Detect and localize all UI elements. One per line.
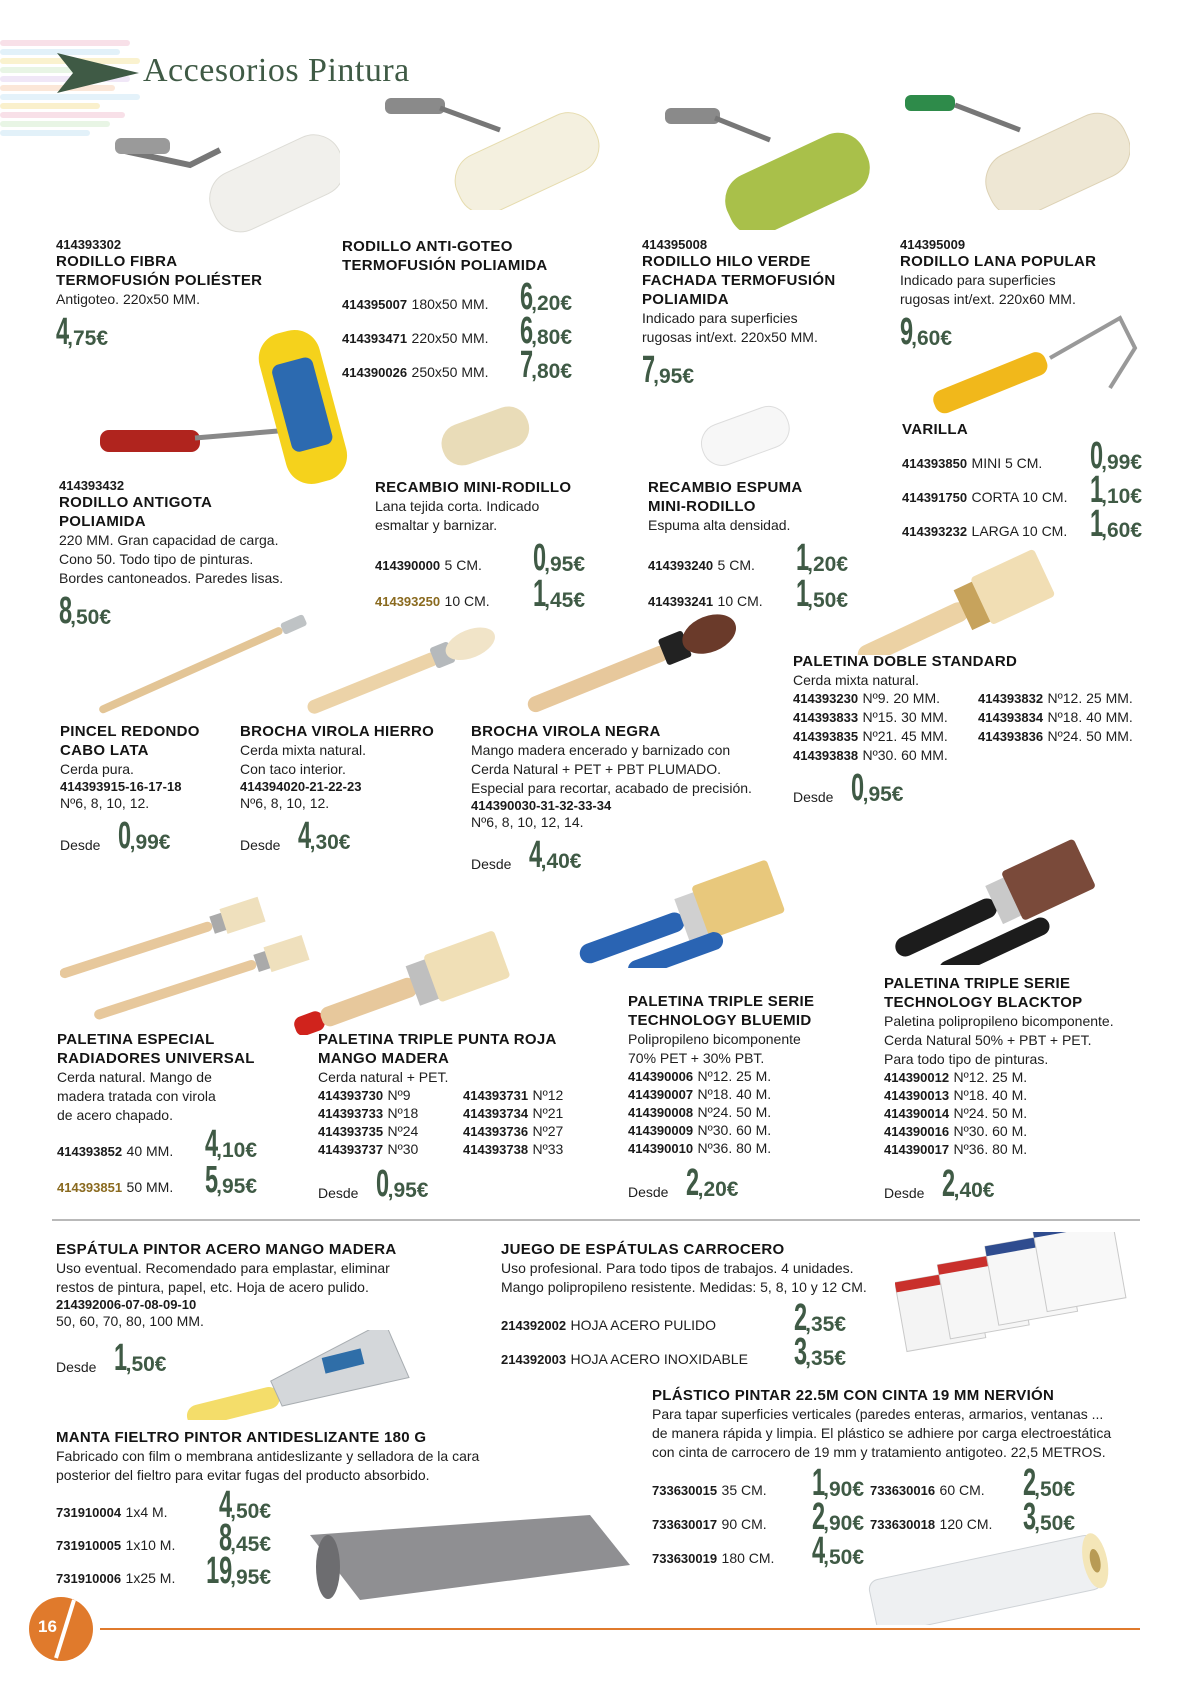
product-description: de manera rápida y limpia. El plástico se adhiere por carga electroestática: [652, 1425, 1112, 1441]
product-code: 414393432: [59, 478, 125, 493]
product-description: restos de pintura, papel, etc. Hoja de acero pulido.: [56, 1279, 369, 1295]
price: 4 ,40€: [529, 834, 582, 876]
product-title: TECHNOLOGY BLACKTOP: [884, 994, 1083, 1011]
paletina-punta-roja-image: [285, 925, 515, 1035]
product-description: Mango polipropileno resistente. Medidas: 5, 8, 10 y 12 CM.: [501, 1279, 867, 1295]
product-code: 414393835: [793, 729, 859, 744]
size: Nº24. 50 M.: [697, 1104, 772, 1120]
product-description: Cerda Natural + PET + PBT PLUMADO.: [471, 761, 722, 777]
product-title: PALETINA TRIPLE SERIE: [884, 975, 1071, 992]
product-code: 414390014: [884, 1106, 950, 1121]
product-code: 414395009: [900, 237, 966, 252]
product-title: TECHNOLOGY BLUEMID: [628, 1012, 812, 1029]
size: Nº12. 25 M.: [953, 1069, 1028, 1085]
desde-label: Desde: [60, 837, 101, 854]
product-code: 414393735: [318, 1124, 384, 1139]
product-description: posterior del fieltro para evitar fugas del producto absorbido.: [56, 1467, 430, 1483]
product-code: 214392006-07-08-09-10: [56, 1297, 197, 1312]
product-code: 414393230: [793, 691, 859, 706]
price: 2 ,20€: [686, 1162, 739, 1204]
product-code: 733630016: [870, 1483, 936, 1498]
product-title: VARILLA: [902, 421, 968, 438]
product-description: esmaltar y barnizar.: [375, 517, 498, 533]
product-code: 414390030-31-32-33-34: [471, 798, 612, 813]
size: Nº24. 50 MM.: [1047, 728, 1133, 744]
product-code: 414393302: [56, 237, 122, 252]
price-table: [342, 275, 572, 386]
price: 4 ,50€: [219, 1483, 271, 1526]
size: Nº24. 50 M.: [953, 1105, 1028, 1121]
product-code: 414390000: [375, 558, 441, 573]
size: Nº21: [532, 1105, 564, 1121]
size: Nº21. 45 MM.: [862, 728, 948, 744]
size: MINI 5 CM.: [971, 455, 1043, 471]
product-code: 414390026: [342, 365, 408, 380]
desde-label: Desde: [884, 1185, 925, 1202]
product-code: 414393731: [463, 1088, 529, 1103]
paletina-blacktop-image: [885, 835, 1125, 965]
page-number-badge: [26, 1594, 96, 1664]
size: Nº30: [387, 1141, 419, 1157]
product-code: 414393850: [902, 456, 968, 471]
size: Nº18. 40 M.: [953, 1087, 1028, 1103]
product-code: 414393838: [793, 748, 859, 763]
size: 1x10 M.: [125, 1537, 176, 1553]
product-title: RODILLO FIBRA: [56, 253, 178, 270]
size: Nº18. 40 M.: [697, 1086, 772, 1102]
size: Nº30. 60 M.: [953, 1123, 1028, 1139]
roller-green-image: [660, 100, 870, 230]
size: 5 CM.: [444, 557, 482, 573]
product-description: Fabricado con film o membrana antideslizante y selladora de la cara: [56, 1448, 480, 1464]
size: 180 CM.: [721, 1550, 775, 1566]
paletina-doble-image: [835, 545, 1075, 655]
product-title: ESPÁTULA PINTOR ACERO MANGO MADERA: [56, 1241, 397, 1258]
mini-roller-wool-image: [430, 400, 540, 470]
size: 120 CM.: [939, 1516, 993, 1532]
desde-label: Desde: [56, 1359, 97, 1376]
product-title: POLIAMIDA: [59, 513, 146, 530]
product-code: 214392003: [501, 1352, 567, 1367]
mini-roller-foam-image: [690, 400, 800, 470]
product-code: 414393836: [978, 729, 1044, 744]
roller-anti-goteo-image: [380, 90, 600, 210]
product-description: de acero chapado.: [57, 1107, 173, 1123]
size: Nº36. 80 M.: [697, 1140, 772, 1156]
product-description: Nº6, 8, 10, 12, 14.: [471, 814, 584, 830]
header-arrow-icon: [57, 53, 139, 93]
product-title: PALETINA ESPECIAL: [57, 1031, 215, 1048]
price: 2 ,90€: [812, 1495, 864, 1538]
price: 0 ,95€: [533, 536, 585, 579]
product-description: Cerda natural. Mango de: [57, 1069, 212, 1085]
product-title: TERMOFUSIÓN POLIAMIDA: [342, 257, 548, 274]
product-code: 414395008: [642, 237, 708, 252]
size: 40 MM.: [126, 1143, 174, 1159]
price: 2 ,35€: [794, 1296, 846, 1339]
price: 9 ,60€: [900, 311, 953, 353]
product-description: Espuma alta densidad.: [648, 517, 791, 533]
product-title: PALETINA TRIPLE PUNTA ROJA: [318, 1031, 557, 1048]
product-code: 414390013: [884, 1088, 950, 1103]
size: Nº12. 25 M.: [697, 1068, 772, 1084]
product-description: Lana tejida corta. Indicado: [375, 498, 540, 514]
size: 5 CM.: [717, 557, 755, 573]
product-title: RODILLO HILO VERDE: [642, 253, 811, 270]
size: HOJA ACERO PULIDO: [570, 1317, 717, 1333]
product-title: JUEGO DE ESPÁTULAS CARROCERO: [501, 1241, 785, 1258]
size: Nº30. 60 MM.: [862, 747, 948, 763]
desde-label: Desde: [318, 1185, 359, 1202]
product-title: CABO LATA: [60, 742, 149, 759]
size: 1x25 M.: [125, 1570, 176, 1586]
product-description: Especial para recortar, acabado de precisión.: [471, 780, 752, 796]
size: Nº12. 25 MM.: [1047, 690, 1133, 706]
price: 4 ,75€: [56, 311, 109, 353]
size: 90 CM.: [721, 1516, 767, 1532]
page-number: 16: [38, 1617, 57, 1636]
product-description: Cerda mixta natural.: [793, 672, 920, 688]
size: LARGA 10 CM.: [971, 523, 1068, 539]
desde-label: Desde: [628, 1184, 669, 1201]
product-description: Nº6, 8, 10, 12.: [60, 795, 150, 811]
product-code: 414390008: [628, 1105, 694, 1120]
manta-fieltro-image: [290, 1505, 650, 1605]
price: 4 ,30€: [298, 815, 351, 857]
product-description: rugosas int/ext. 220x50 MM.: [642, 329, 818, 345]
price: 19 ,95€: [205, 1549, 271, 1592]
product-code: 414393471: [342, 331, 408, 346]
product-code: 731910004: [56, 1505, 122, 1520]
plastico-roll-image: [865, 1530, 1125, 1625]
product-description: Mango madera encerado y barnizado con: [471, 742, 731, 758]
varilla-image: [920, 308, 1140, 418]
size: Nº27: [532, 1123, 564, 1139]
size: Nº9. 20 MM.: [862, 690, 940, 706]
product-description: Cerda pura.: [60, 761, 134, 777]
product-title: MANTA FIELTRO PINTOR ANTIDESLIZANTE 180 G: [56, 1429, 427, 1446]
product-description: Indicado para superficies: [900, 272, 1056, 288]
product-code: 414393730: [318, 1088, 384, 1103]
product-title: PALETINA DOBLE STANDARD: [793, 653, 1018, 670]
product-code: 414393834: [978, 710, 1044, 725]
product-code: 731910006: [56, 1571, 122, 1586]
product-code: 414393738: [463, 1142, 529, 1157]
desde-label: Desde: [793, 789, 834, 806]
product-code: 414390016: [884, 1124, 950, 1139]
product-code: 414393833: [793, 710, 859, 725]
product-description: Bordes cantoneados. Paredes lisas.: [59, 570, 284, 586]
product-title: BROCHA VIROLA NEGRA: [471, 723, 661, 740]
price: 2 ,50€: [1023, 1461, 1075, 1504]
product-description: Uso profesional. Para todo tipos de trabajos. 4 unidades.: [501, 1260, 854, 1276]
product-description: 50, 60, 70, 80, 100 MM.: [56, 1313, 204, 1329]
price: 5 ,95€: [205, 1158, 257, 1201]
espatulas-carrocero-image: [895, 1232, 1135, 1372]
size: Nº24: [387, 1123, 419, 1139]
product-code: 414393734: [463, 1106, 529, 1121]
product-code: 733630015: [652, 1483, 718, 1498]
price: 1 ,60€: [1090, 502, 1142, 545]
price: 2 ,40€: [942, 1163, 995, 1205]
product-code: 414393733: [318, 1106, 384, 1121]
brocha-virola-hierro-image: [290, 615, 510, 725]
product-title: MINI-RODILLO: [648, 498, 756, 515]
size: Nº30. 60 M.: [697, 1122, 772, 1138]
paletina-radiadores-image: [60, 890, 310, 1020]
product-code: 414393232: [902, 524, 968, 539]
size: 50 MM.: [126, 1179, 174, 1195]
product-code: 414390017: [884, 1142, 950, 1157]
brocha-virola-negra-image: [510, 600, 750, 730]
roller-white-image: [110, 120, 340, 240]
product-description: Para tapar superficies verticales (paredes enteras, armarios, ventanas ...: [652, 1406, 1104, 1422]
product-description: Polipropileno bicomponente: [628, 1031, 801, 1047]
product-title: MANGO MADERA: [318, 1050, 450, 1067]
size: Nº18: [387, 1105, 419, 1121]
size: 1x4 M.: [125, 1504, 168, 1520]
product-title: TERMOFUSIÓN POLIÉSTER: [56, 272, 263, 289]
product-description: Cono 50. Todo tipo de pinturas.: [59, 551, 254, 567]
price: 7 ,95€: [642, 349, 695, 391]
product-title: RODILLO LANA POPULAR: [900, 253, 1097, 270]
size: CORTA 10 CM.: [971, 489, 1068, 505]
size: 250x50 MM.: [411, 364, 489, 380]
price: 0 ,99€: [118, 815, 171, 857]
product-description: Cerda Natural 50% + PBT + PET.: [884, 1032, 1092, 1048]
product-description: Paletina polipropileno bicomponente.: [884, 1013, 1114, 1029]
paletina-bluemid-image: [570, 848, 800, 968]
footer-line: [100, 1628, 1140, 1630]
price: 8 ,45€: [219, 1516, 271, 1559]
product-code: 414393241: [648, 594, 714, 609]
price: 8 ,50€: [59, 590, 112, 632]
price: 6 ,80€: [520, 309, 572, 352]
product-description: madera tratada con virola: [57, 1088, 216, 1104]
product-code: 733630018: [870, 1517, 936, 1532]
size: Nº9: [387, 1087, 411, 1103]
product-description: Cerda natural + PET.: [318, 1069, 449, 1085]
price: 0 ,95€: [376, 1163, 429, 1205]
price: 1 ,10€: [1090, 468, 1142, 511]
price: 7 ,80€: [520, 343, 572, 386]
price: 4 ,10€: [205, 1122, 257, 1165]
product-code: 414391750: [902, 490, 968, 505]
size: Nº18. 40 MM.: [1047, 709, 1133, 725]
product-code: 414393915-16-17-18: [60, 779, 182, 794]
product-description: Antigoteo. 220x50 MM.: [56, 291, 200, 307]
product-code: 733630019: [652, 1551, 718, 1566]
product-title: PINCEL REDONDO: [60, 723, 200, 740]
product-code: 414390009: [628, 1123, 694, 1138]
product-code: 414395007: [342, 297, 408, 312]
product-code: 733630017: [652, 1517, 718, 1532]
product-code: 414393851: [57, 1180, 123, 1195]
product-code: 414393737: [318, 1142, 384, 1157]
price: 1 ,45€: [533, 572, 585, 615]
size: 180x50 MM.: [411, 296, 489, 312]
product-code: 414390007: [628, 1087, 694, 1102]
product-code: 414393736: [463, 1124, 529, 1139]
product-description: Uso eventual. Recomendado para emplastar, eliminar: [56, 1260, 390, 1276]
product-title: POLIAMIDA: [642, 291, 729, 308]
price: 1 ,90€: [812, 1461, 864, 1504]
price: 3 ,35€: [794, 1330, 846, 1373]
product-description: Cerda mixta natural.: [240, 742, 367, 758]
product-description: Para todo tipo de pinturas.: [884, 1051, 1049, 1067]
product-description: 70% PET + 30% PBT.: [628, 1050, 765, 1066]
price: 1 ,50€: [796, 572, 848, 615]
size: Nº33: [532, 1141, 564, 1157]
product-code: 414393852: [57, 1144, 123, 1159]
size: Nº36. 80 M.: [953, 1141, 1028, 1157]
section-divider: [52, 1219, 1140, 1221]
product-description: 220 MM. Gran capacidad de carga.: [59, 532, 279, 548]
size: HOJA ACERO INOXIDABLE: [570, 1351, 748, 1367]
size: 10 CM.: [444, 593, 490, 609]
product-code: 731910005: [56, 1538, 122, 1553]
product-description: con cinta de carrocero de 19 mm y tratamiento antigoteo. 22,5 METROS.: [652, 1444, 1106, 1460]
product-title: PALETINA TRIPLE SERIE: [628, 993, 815, 1010]
product-title: RECAMBIO ESPUMA: [648, 479, 803, 496]
product-code: 414390010: [628, 1141, 694, 1156]
size: 220x50 MM.: [411, 330, 489, 346]
price: 6 ,20€: [520, 275, 572, 318]
size: Nº12: [532, 1087, 564, 1103]
product-title: BROCHA VIROLA HIERRO: [240, 723, 435, 740]
product-code: 414393240: [648, 558, 714, 573]
product-description: Nº6, 8, 10, 12.: [240, 795, 330, 811]
product-code: 414393832: [978, 691, 1044, 706]
price: 1 ,50€: [114, 1337, 167, 1379]
product-title: RECAMBIO MINI-RODILLO: [375, 479, 572, 496]
desde-label: Desde: [240, 837, 281, 854]
size: 10 CM.: [717, 593, 763, 609]
product-code: 414394020-21-22-23: [240, 779, 362, 794]
product-title: FACHADA TERMOFUSIÓN: [642, 272, 836, 289]
size: Nº15. 30 MM.: [862, 709, 948, 725]
product-description: rugosas int/ext. 220x60 MM.: [900, 291, 1076, 307]
product-description: Indicado para superficies: [642, 310, 798, 326]
roller-antigota-image: [95, 320, 355, 490]
price: 4 ,50€: [812, 1529, 864, 1572]
roller-wool-image: [900, 90, 1130, 210]
product-code: 214392002: [501, 1318, 567, 1333]
price: 1 ,20€: [796, 536, 848, 579]
size: 35 CM.: [721, 1482, 767, 1498]
espatula-image: [175, 1330, 415, 1420]
price: 3 ,50€: [1023, 1495, 1075, 1538]
desde-label: Desde: [471, 856, 512, 873]
product-code: 414393250: [375, 594, 441, 609]
product-title: RADIADORES UNIVERSAL: [57, 1050, 255, 1067]
product-description: Con taco interior.: [240, 761, 346, 777]
product-title: PLÁSTICO PINTAR 22.5M CON CINTA 19 MM NERVIÓN: [652, 1387, 1055, 1404]
price: 0 ,95€: [851, 767, 904, 809]
product-title: RODILLO ANTIGOTA: [59, 494, 213, 511]
product-code: 414390012: [884, 1070, 950, 1085]
product-code: 414390006: [628, 1069, 694, 1084]
page-title: Accesorios Pintura: [143, 52, 410, 89]
product-title: RODILLO ANTI-GOTEO: [342, 238, 513, 255]
size: 60 CM.: [939, 1482, 985, 1498]
price: 0 ,99€: [1090, 434, 1142, 477]
